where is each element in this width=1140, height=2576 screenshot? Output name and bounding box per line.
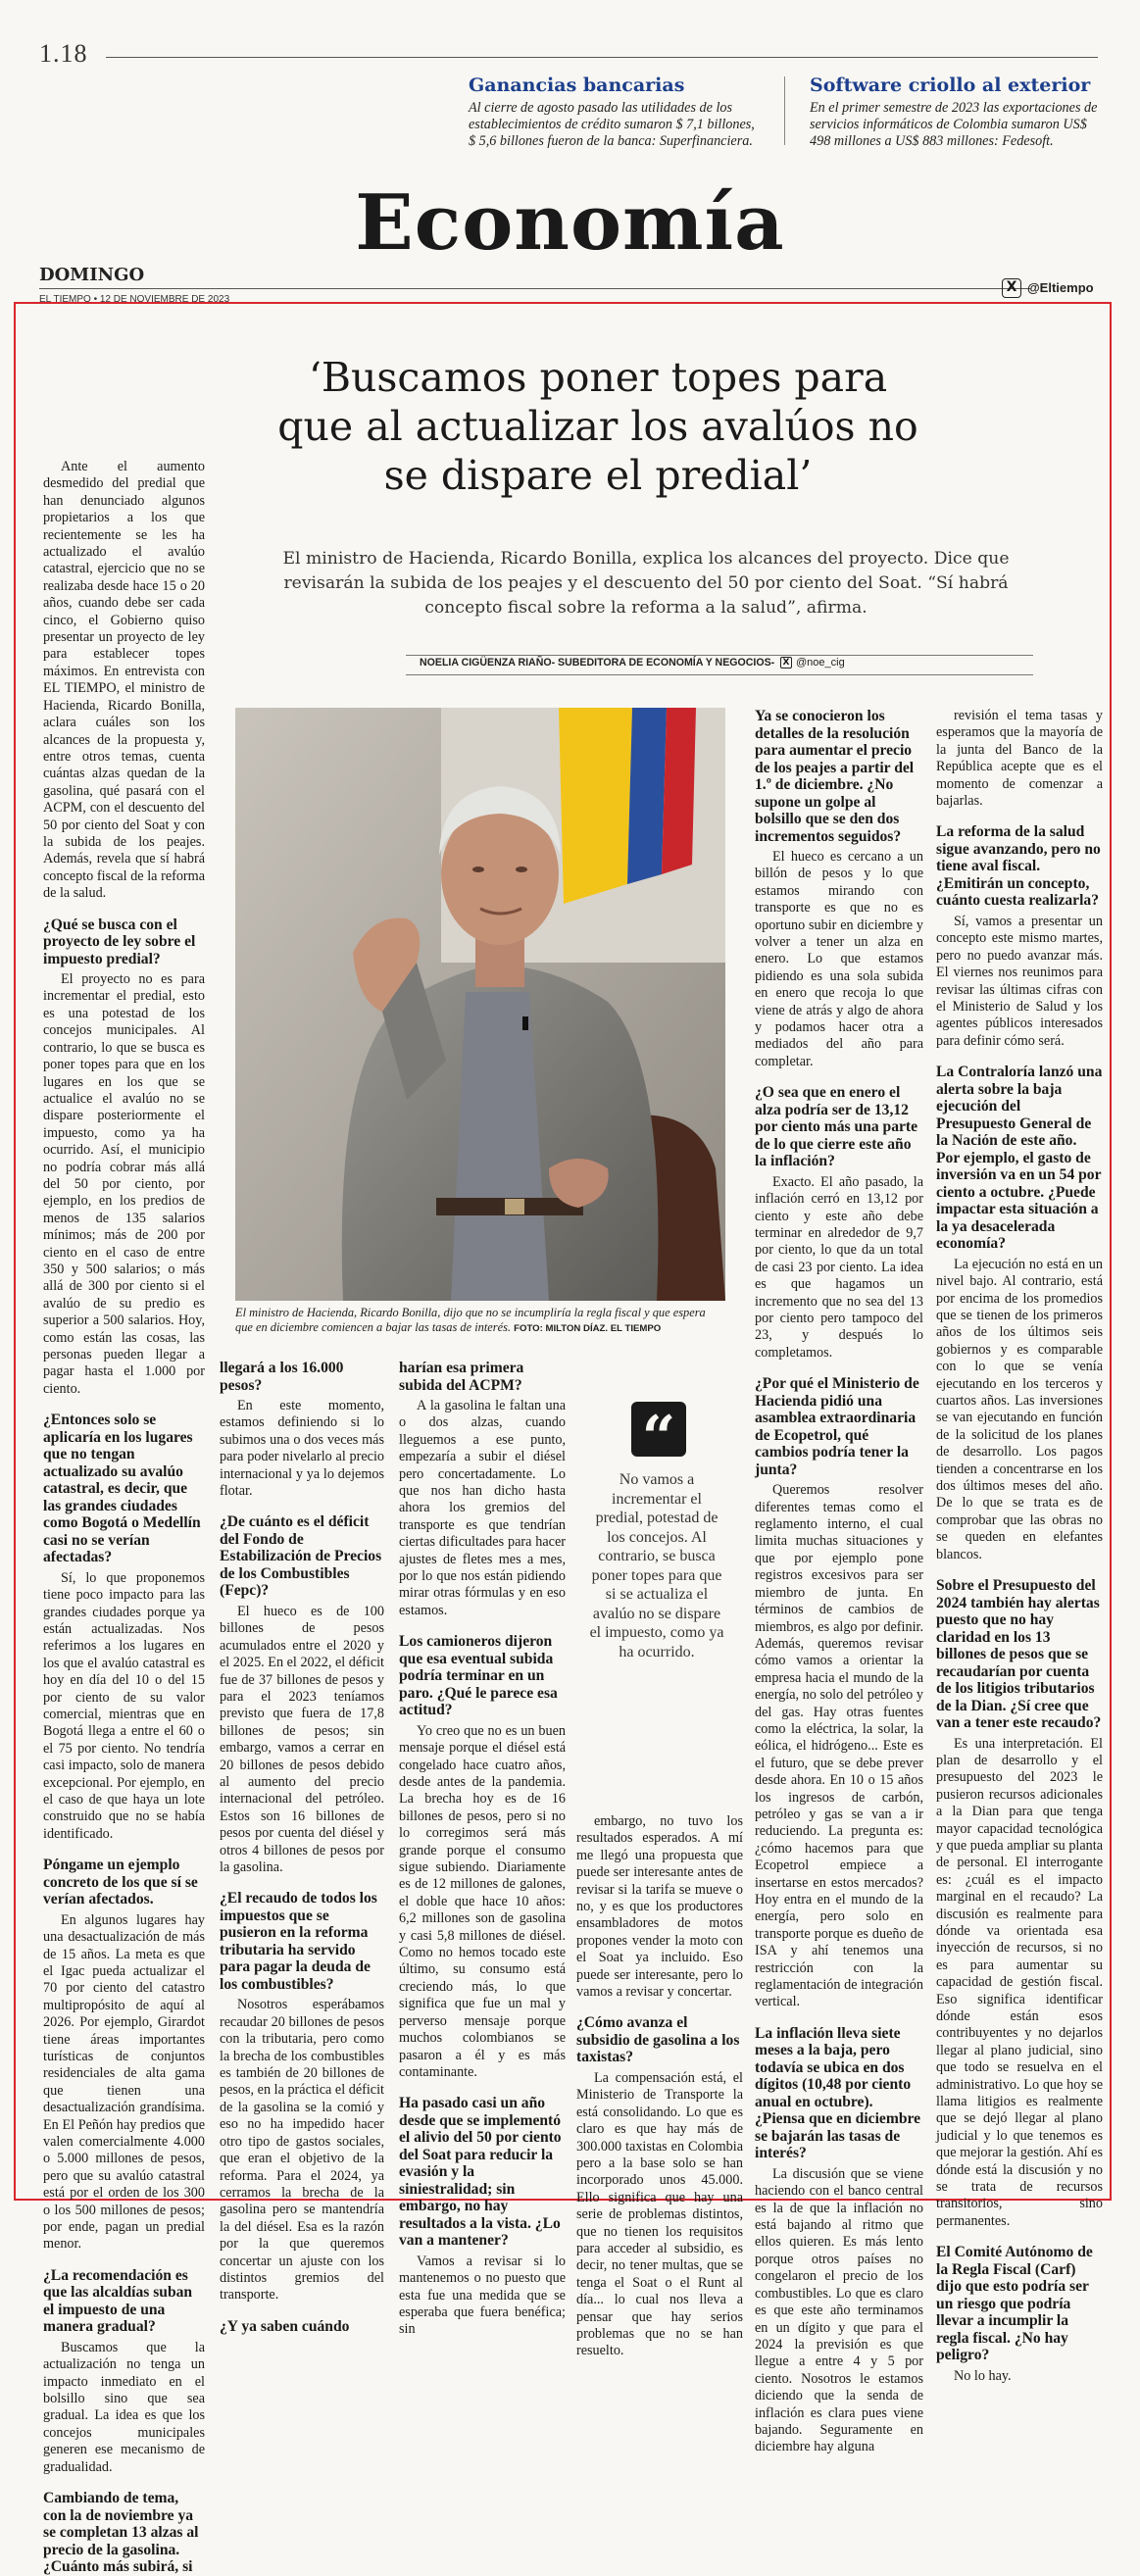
interview-question: La Contraloría lanzó una alerta sobre la baja ejecución del Presupuesto General de la Nación de este año. Por ejemplo, el gasto de inversión va en un 54 por ciento a octubre. ¿Puede impactar esta situación a la ya desacelerada economía? — [936, 1064, 1103, 1253]
article-column-3b — [576, 1813, 743, 2359]
article-column-2 — [220, 1360, 384, 2335]
article-paragraph: embargo, no tuvo los resultados esperados. A mí me llegó una propuesta que puede ser interesante antes de revisar si la tarifa se mueve o no, y es que los productores ensambladores de motos propones vender la moto con el Soat ya incluido. Eso puede ser interesante, pero lo vamos a revisar y concertar. — [576, 1813, 743, 2001]
interview-question: ¿Cómo avanza el subsidio de gasolina a los taxistas? — [576, 2014, 740, 2066]
headline: ‘Buscamos poner topes para que al actualizar los avalúos no se dispare el predial’ — [277, 354, 918, 499]
interview-question: ¿Qué se busca con el proyecto de ley sobre el impuesto predial? — [43, 916, 196, 967]
byline-rule-2 — [406, 674, 1033, 675]
interview-question: ¿La recomendación es que las alcaldías suban el impuesto de una manera gradual? — [43, 2266, 193, 2336]
article-column-4 — [755, 708, 923, 2455]
interview-question: ¿El recaudo de todos los impuestos que se pusieron en la reforma tributaria ha servido para pagar la deuda de los combustibles? — [220, 1890, 377, 1993]
article-paragraph: Sí, vamos a presentar un concepto este mismo martes, pero no puedo avanzar más. El viernes nos reunimos para revisar las últimas cifras con el Ministerio de Salud y los agentes públicos interesados para definir cómo será. — [936, 913, 1103, 1049]
article-column-1 — [43, 459, 205, 2576]
photo-caption: El ministro de Hacienda, Ricardo Bonilla, dijo que no se incumpliría la regla fiscal y que espera que en diciembre comiencen a bajar las tasas de interés. FOTO: MILTON DÍAZ. EL TIEMPO — [235, 1306, 706, 1334]
interview-question: La inflación lleva siete meses a la baja, pero todavía se ubica en dos dígitos (10,48 por ciento anual en octubre). ¿Piensa que en diciembre se bajarán las tasas de interés? — [755, 2024, 921, 2162]
minister-photo — [235, 708, 725, 1301]
pull-quote-box — [580, 1382, 727, 1813]
byline: NOELIA CIGÜENZA RIAÑO- SUBEDITORA DE ECONOMÍA Y NEGOCIOS- — [420, 657, 775, 669]
dateline: EL TIEMPO • 12 DE NOVIEMBRE DE 2023 — [39, 294, 230, 305]
section-title: Economía — [355, 178, 785, 268]
teaser-body: Al cierre de agosto pasado las utilidades de los establecimientos de crédito sumaron $ 7,1 billones, $ 5,6 billones fueron de la banca: Superfinanciera. — [469, 100, 755, 149]
article-paragraph: La discusión que se viene haciendo con el banco central es la de que la inflación no está bajando al ritmo que ellos quieren. Es más lento porque otros países no congelaron el precio de los combustibles. Lo que es claro es que este año terminamos en un dígito y que para el 2024 la previsión es que llegue a entre 4 y 5 por ciento. Nosotros le estamos diciendo que la senda de inflación es clara pues viene bajando. Seguramente en diciembre hay alguna — [755, 2165, 923, 2455]
article-paragraph: Es una interpretación. El plan de desarrollo y el presupuesto del 2023 le pusieron recursos adicionales a la Dian para que tenga mayor capacidad tecnológica y que pueda ampliar su planta de personal. El interrogante es: ¿cuál es el impacto marginal en el recaudo? La discusión es realmente para dónde va orientada esa inyección de recursos, si no es para aumentar su capacidad de gestión fiscal. Eso significa identificar dónde están esos contribuyentes y no dejarlos llegar al plano judicial, sino que todo se resuelva en el administrativo. Lo que hoy se llama litigios es realmente que se dejó llegar al plano judicial y lo que tenemos es que mejorar la gestión. Ahí es dónde está la discusión y no se trata de recursos transitorios, sino permanentes. — [936, 1735, 1103, 2229]
social-handle: @Eltiempo — [1027, 280, 1094, 295]
quote-mark-icon: “ — [631, 1402, 686, 1457]
interview-question: ¿Y ya saben cuándo — [220, 2317, 350, 2335]
teaser-banks — [469, 74, 763, 150]
article-paragraph: Exacto. El año pasado, la inflación cerró en 13,12 por ciento y este año debe terminar en alrededor de 9,7 por ciento, lo que da un total de casi 23 por ciento. La idea es que hagamos un incremento que no sea del 13 por ciento pero tampoco del 23, y después lo completamos. — [755, 1173, 923, 1361]
article-paragraph: El proyecto no es para incrementar el predial, esto es una potestad de los concejos municipales. Al contrario, lo que se busca es poner topes para que en los lugares en los que se actualice el avalúo no se dispare posteriormente el impuesto, como ya ha ocurrido. Así, el municipio no podría cobrar más allá del 50 por ciento, por ejemplo, en los predios de menos de 135 salarios mínimos; más de 200 por ciento en el caso de entre 350 y 500 salarios; o más allá de 300 por ciento si el avalúo de su predio es superior a 500 salarios. Hoy, como están las cosas, las personas pueden llegar a pagar hasta el 1.000 por ciento. — [43, 971, 205, 1397]
article-paragraph: La compensación está, el Ministerio de Transporte la está consolidando. Lo que es claro es que hay más de 300.000 taxistas en Colombia pero a la base solo se han incorporado unos 45.000. Ello significa que hay una serie de problemas distintos, que no tienen los requisitos para acceder al subsidio, es decir, no tener multas, que se tenga el Soat o el Runt al día... lo cual nos lleva a pensar que hay serios problemas que no se han resuelto. — [576, 2069, 743, 2359]
article-paragraph: revisión el tema tasas y esperamos que la mayoría de la junta del Banco de la República acepte que es el momento de comenzar a bajarlas. — [936, 708, 1103, 810]
article-paragraph: Sí, lo que proponemos tiene poco impacto para las grandes ciudades porque ya están actualizadas. Nos referimos a los lugares en los que el avalúo catastral es hoy en día del 10 o del 15 por ciento de su valor comercial, mientras que en Bogotá llega a entre el 60 o el 75 por ciento. No tendría casi impacto, solo de manera excepcional. Por ejemplo, en el caso de que haya un lote construido que no se había identificado. — [43, 1569, 205, 1842]
teaser-body: En el primer semestre de 2023 las exportaciones de servicios informáticos de Colombia sumaron US$ 498 millones a US$ 883 millones: Fedesoft. — [810, 100, 1098, 149]
interview-question: ¿De cuánto es el déficit del Fondo de Estabilización de Precios de los Combustibles (Fepc)? — [220, 1513, 382, 1600]
day-label: DOMINGO — [39, 265, 145, 285]
deck: El ministro de Hacienda, Ricardo Bonilla, explica los alcances del proyecto. Dice que revisarán la subida de los peajes y el descuento del 50 por ciento del Soat. “Sí habrá concepto fiscal sobre la reforma a la salud”, afirma. — [282, 549, 1010, 618]
article-paragraph: No lo hay. — [954, 2367, 1012, 2384]
interview-question: Los camioneros dijeron que esa eventual subida podría terminar en un paro. ¿Qué le parece esa actitud? — [399, 1633, 558, 1719]
article-paragraph: Nosotros esperábamos recaudar 20 billones de pesos con la tributaria, pero como la brecha de los combustibles es también de 20 billones de pesos, en la práctica el déficit de la gasolina se la comió y eso no ha impedido hacer otro tipo de gastos sociales, que eran el objetivo de la reforma. Para el 2024, ya cerramos la brecha de la gasolina pero se mantendría la del diésel. Esa es la razón por la que queremos concertar un ajuste con los distintos gremios del transporte. — [220, 1997, 384, 2304]
teaser-divider — [784, 76, 785, 145]
interview-question: llegará a los 16.000 pesos? — [220, 1360, 344, 1394]
x-logo-icon: X — [780, 657, 792, 669]
interview-question: Ya se conocieron los detalles de la resolución para aumentar el precio de los peajes a partir del 1.º de diciembre. ¿No supone un golpe al bolsillo que se den dos incrementos seguidos? — [755, 708, 915, 845]
byline-handle: @noe_cig — [796, 657, 845, 669]
article-paragraph: Vamos a revisar si lo mantenemos o no puesto que esta fue una medida que se esperaba que fuera benéfica; sin — [399, 2253, 566, 2338]
article-paragraph: En algunos lugares hay una desactualización de más de 15 años. La meta es que el Igac pueda actualizar el 70 por ciento del catastro multipropósito de aquí al 2026. Por ejemplo, Girardot tiene áreas importantes turísticas de conjuntos residenciales de alta gama que tienen una desactualización grandísima. En El Peñón hay predios que valen comercialmente 4.000 o 5.000 millones de pesos, pero que su avalúo catastral está por el orden de los 300 o los 500 millones de pesos; por ende, pagan un predial menor. — [43, 1911, 205, 2253]
teaser-title: Ganancias bancarias — [469, 74, 685, 96]
article-paragraph: Buscamos que la actualización no tenga un impacto inmediato en el bolsillo sino que sea gradual. La idea es que los concejos municipales generen ese mecanismo de gradualidad. — [43, 2339, 205, 2475]
header-rule — [106, 57, 1098, 58]
interview-question: Ha pasado casi un año desde que se implementó el alivio del 50 por ciento del Soat para reducir la evasión y la siniestralidad; sin embargo, no hay resultados a la vista. ¿Lo van a mantener? — [399, 2095, 562, 2250]
article-paragraph: La ejecución no está en un nivel bajo. Al contrario, está por encima de los promedios que se tienen de los primeros años de los últimos seis gobiernos y es comparable con lo que se venía ejecutando en los terceros y cuartos años. Las inversiones se van ejecutando en función de la solicitud de los planes de desarrollo. Los pagos tienden a concentrarse en los dos últimos meses del año. De lo que se trata es de comprobar que las obras no se queden en elefantes blancos. — [936, 1256, 1103, 1562]
interview-question: ¿O sea que en enero el alza podría ser de 13,12 por ciento más una parte de lo que cierre este año la inflación? — [755, 1084, 918, 1170]
byline-rule — [406, 655, 1033, 656]
article-paragraph: Ante el aumento desmedido del predial que han denunciado algunos propietarios a los que recientemente se les ha actualizado el avalúo catastral, ejercicio que no se realizaba desde hace 15 o 20 años, cuando debe ser cada cinco, el Gobierno quiso presentar un proyecto de ley para establecer topes máximos. En entrevista con EL TIEMPO, el ministro de Hacienda, Ricardo Bonilla, aclara cuáles son los alcances de la propuesta y, entre otros temas, cuenta cuántas alzas quedan de la gasolina, qué pasará con el ACPM, con el descuento del 50 por ciento del Soat y con la subida de los peajes. Además, revela que sí habrá concepto fiscal de la reforma de la salud. — [43, 459, 205, 902]
article-column-5 — [936, 708, 1103, 2384]
minister-illustration — [235, 708, 725, 1301]
interview-question: Póngame un ejemplo concreto de los que sí se verían afectados. — [43, 1857, 198, 1908]
article-paragraph: A la gasolina le faltan una o dos alzas, cuando lleguemos a ese punto, empezaría a subir el diésel pero concertadamente. Lo que nos han dicho hasta ahora los gremios del transporte es que tendrían ciertas dificultades para hacer ajustes de fletes mes a mes, por lo que nos están pidiendo mirar otras fórmulas y en eso estamos. — [399, 1398, 566, 1618]
teaser-title: Software criollo al exterior — [810, 74, 1091, 96]
article-paragraph: Queremos resolver diferentes temas como el reglamento interno, el cual limita muchas situaciones y que por ejemplo pone registros excesivos para ser miembro de junta. En términos de cambios de miembros, es algo por definir. Además, queremos revisar cómo vamos a orientar la empresa hacia el mundo de la energía, no solo del petróleo y del gas. Hay otras fuentes como la eléctrica, la solar, la eólica, el hidrógeno... Este es el futuro, que se debe prever desde ahora. En 10 o 15 años los ingresos de carbón, petróleo y gas se van a ir reduciendo. La pregunta es: ¿cómo hacemos para que Ecopetrol empiece a insertarse en estos mercados? Hoy entra en el mundo de la energía, pero solo en transporte porque es dueño de ISA y ahí tenemos una restricción con la reglamentación de integración vertical. — [755, 1482, 923, 2010]
teaser-software — [810, 74, 1104, 150]
interview-question: El Comité Autónomo de la Regla Fiscal (Carf) dijo que esto podría ser un riesgo que podría llevar a incumplir la regla fiscal. ¿No hay peligro? — [936, 2244, 1093, 2364]
header-rule-2 — [39, 288, 1031, 289]
article-column-3 — [399, 1360, 566, 2338]
interview-question: Sobre el Presupuesto del 2024 también hay alertas puesto que no hay claridad en los 13 billones de pesos que se recaudarían por cuenta de los litigios tributarios de la Dian. ¿Sí cree que van a tener este recaudo? — [936, 1577, 1102, 1731]
interview-question: ¿Por qué el Ministerio de Hacienda pidió una asamblea extraordinaria de Ecopetrol, qué cambios podría tener la junta? — [755, 1375, 919, 1478]
interview-question: harían esa primera subida del ACPM? — [399, 1360, 524, 1394]
article-paragraph: El hueco es cercano a un billón de pesos y lo que estamos mirando con transporte es que no es oportuno subir en diciembre y volver a tener un alza en enero. Lo que estamos pidiendo es una sola subida en enero que recoja lo que viene de atrás y algo de ahora y podamos hacer otra a mediados del año para completar. — [755, 849, 923, 1069]
interview-question: La reforma de la salud sigue avanzando, pero no tiene aval fiscal. ¿Emitirán un concepto, cuánto cuesta realizarla? — [936, 823, 1101, 910]
article-paragraph: En este momento, estamos definiendo si lo subimos una o dos veces más para poder nivelarlo al precio internacional y ya lo dejemos flotar. — [220, 1398, 384, 1500]
interview-question: ¿Entonces solo se aplicaría en los lugares que no tengan actualizado su avalúo catastral, es decir, que las grandes ciudades como Bogotá o Medellín casi no se verían afectadas? — [43, 1412, 201, 1566]
interview-question: Cambiando de tema, con la de noviembre ya se completan 13 alzas al precio de la gasolina. ¿Cuánto más subirá, si — [43, 2490, 199, 2576]
article-paragraph: Yo creo que no es un buen mensaje porque el diésel está congelado hace cuatro años, desde antes de la pandemia. La brecha hoy es de 16 billones de pesos, pero si no lo corregimos será más grande porque el consumo sigue subiendo. Diariamente es de 12 millones de galones, el doble que hace 10 años: 6,2 millones son de gasolina y casi 5,8 millones de diésel. Como no hemos tocado este último, su consumo está creciendo más, lo que significa que fue un mal y perverso mensaje porque muchos colombianos se pasaron a él y es más contaminante. — [399, 1722, 566, 2080]
page-number: 1.18 — [39, 39, 88, 68]
x-logo-icon: X — [1002, 278, 1021, 298]
article-paragraph: El hueco es de 100 billones de pesos acumulados entre el 2020 y el 2025. En el 2022, el déficit fue de 37 billones de pesos y para el 2023 teníamos previsto que fuera de 17,8 billones de pesos; sin embargo, vamos a cerrar en 20 billones de pesos debido al aumento del precio internacional del petróleo. Estos son 16 billones de pesos por cuenta del diésel y otros 4 billones de pesos por la gasolina. — [220, 1603, 384, 1876]
pull-quote-text: No vamos a incrementar el predial, potestad de los concejos. Al contrario, se busca poner topes para que si se actualiza el avalúo no se dispare el impuesto, como ya ha ocurrido. — [589, 1471, 724, 1660]
photo-credit: FOTO: MILTON DÍAZ. EL TIEMPO — [514, 1323, 662, 1334]
